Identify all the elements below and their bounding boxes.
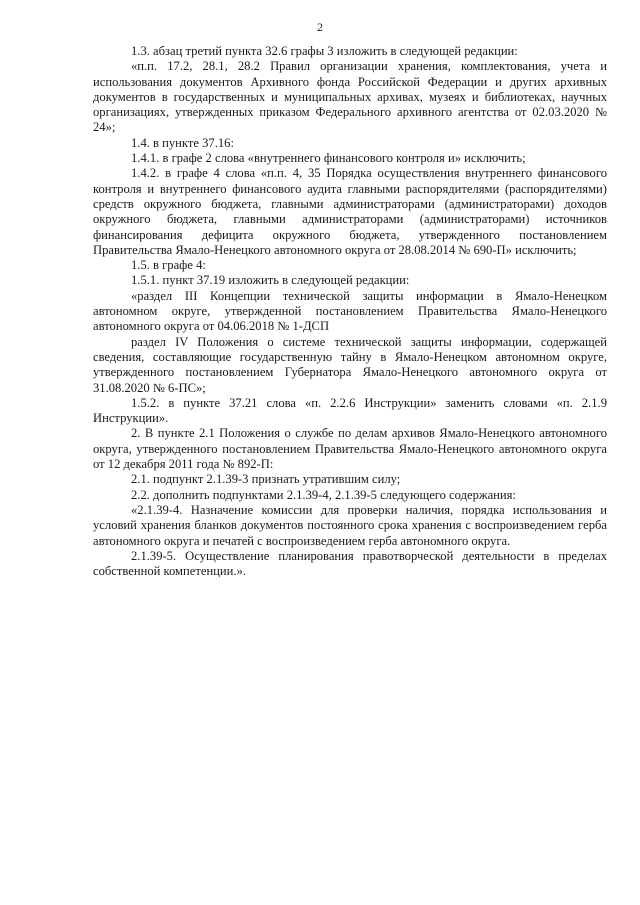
paragraph: 1.4.1. в графе 2 слова «внутреннего финансового контроля и» исключить; [131,151,526,166]
paragraph: 2.1.39-5. Осуществление планирования правотворческой деятельности в пределах собственной компетенции.». [93,548,607,579]
paragraph: «п.п. 17.2, 28.1, 28.2 Правил организации хранения, комплектования, учета и использования документов Архивного фонда Российской Федерации и других архивных документов в государственных и муниципальных архивах, музеях и библиотеках, научных организациях, утвержденных приказом Федерального архивного агентства от 02.03.2020 № 24»; [93,59,607,135]
paragraph: 2.1. подпункт 2.1.39-3 признать утратившим силу; [131,472,401,487]
paragraph: «раздел III Концепции технической защиты информации в Ямало-Ненецком автономном округе, утвержденной постановлением Правительства Ямало-Ненецкого автономного округа от 04.06.2018 № 1-ДСП [93,288,607,334]
page-number: 2 [317,20,323,34]
document-body [93,44,607,579]
paragraph: 2. В пункте 2.1 Положения о службе по делам архивов Ямало-Ненецкого автономного округа, утвержденного постановлением Правительства Ямало-Ненецкого автономного округа от 12 декабря 2011 года № 892-П: [93,426,607,472]
paragraph: 1.3. абзац третий пункта 32.6 графы 3 изложить в следующей редакции: [131,44,518,58]
paragraph: 1.4.2. в графе 4 слова «п.п. 4, 35 Порядка осуществления внутреннего финансового контроля и внутреннего финансового аудита главными распорядителями (распорядителями) средств окружного бюджета, главными администраторами (администраторами) доходов окружного бюджета, главными администраторами (администраторами) источников финансирования дефицита окружного бюджета, утвержденного постановлением Правительства Ямало-Ненецкого автономного округа от 28.08.2014 № 690-П» исключить; [93,166,607,257]
paragraph: 1.4. в пункте 37.16: [131,135,234,150]
paragraph: 1.5. в графе 4: [131,258,206,273]
paragraph: раздел IV Положения о системе технической защиты информации, содержащей сведения, составляющие государственную тайну в Ямало-Ненецком автономном округе, утвержденного постановлением Губернатора Ямало-Ненецкого автономного округа от 31.08.2020 № 6-ПС»; [93,334,607,395]
paragraph: 1.5.2. в пункте 37.21 слова «п. 2.2.6 Инструкции» заменить словами «п. 2.1.9 Инструкции». [93,395,607,426]
paragraph: «2.1.39-4. Назначение комиссии для проверки наличия, порядка использования и условий хранения бланков документов постоянного срока хранения с воспроизведением герба автономного округа и печатей с воспроизведением герба автономного округа. [93,502,607,548]
paragraph: 2.2. дополнить подпунктами 2.1.39-4, 2.1.39-5 следующего содержания: [131,487,516,502]
paragraph: 1.5.1. пункт 37.19 изложить в следующей редакции: [131,273,410,288]
